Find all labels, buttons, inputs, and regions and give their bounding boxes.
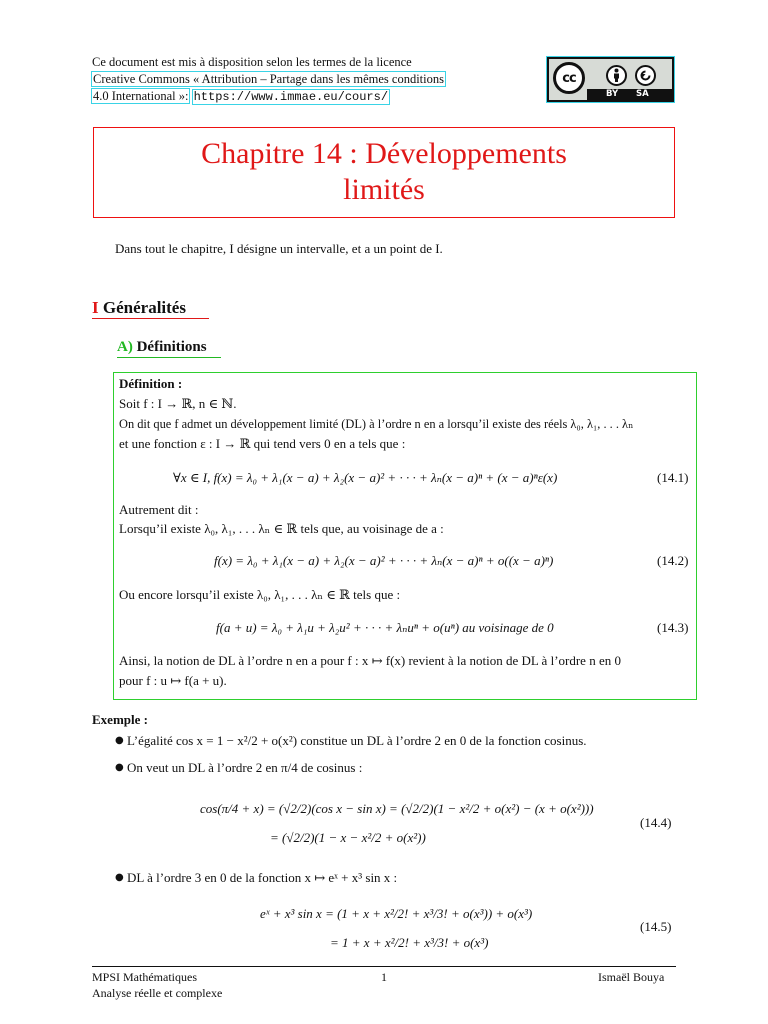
section-number: I bbox=[92, 298, 99, 317]
bullet-icon: ● bbox=[115, 762, 124, 773]
footer-course: MPSI Mathématiques bbox=[92, 970, 197, 984]
intro-text: Dans tout le chapitre, I désigne un intervalle, et a un point de I. bbox=[115, 241, 443, 256]
person-icon bbox=[610, 68, 623, 83]
definition-line-3: et une fonction ε : I → ℝ qui tend vers 0 en a tels que : bbox=[119, 436, 406, 451]
attribution-icon bbox=[606, 65, 627, 86]
equation-14-1: ∀x ∈ I, f(x) = λ₀ + λ₁(x − a) + λ₂(x − a)² + · · · + λₙ(x − a)ⁿ + (x − a)ⁿε(x) bbox=[173, 470, 558, 485]
equation-14-4-line-1: cos(π/4 + x) = (√2/2)(cos x − sin x) = (√2/2)(1 − x²/2 + o(x²) − (x + o(x²))) bbox=[200, 801, 594, 816]
definition-line-7: Ainsi, la notion de DL à l’ordre n en a pour f : x ↦ f(x) revient à la notion de DL à l’ordre n en 0 bbox=[119, 653, 621, 668]
course-url-link[interactable]: https://www.immae.eu/cours/ bbox=[193, 90, 389, 104]
badge-sa-label: SA bbox=[636, 89, 649, 99]
example-bullet-3: DL à l’ordre 3 en 0 de la fonction x ↦ eˣ + x³ sin x : bbox=[127, 870, 398, 885]
equation-14-5-line-2: = 1 + x + x²/2! + x³/3! + o(x³) bbox=[330, 935, 489, 950]
cc-by-sa-badge[interactable] bbox=[547, 57, 674, 102]
bullet-icon: ● bbox=[115, 735, 124, 746]
share-alike-icon bbox=[635, 65, 656, 86]
equation-14-2: f(x) = λ₀ + λ₁(x − a) + λ₂(x − a)² + · · · + λₙ(x − a)ⁿ + o((x − a)ⁿ) bbox=[214, 553, 554, 568]
equation-number-14-1: (14.1) bbox=[657, 470, 689, 485]
chapter-title-line-2: limités bbox=[343, 173, 425, 206]
definition-heading: Définition : bbox=[119, 376, 183, 391]
example-heading: Exemple : bbox=[92, 712, 148, 727]
definition-line-1: Soit f : I → ℝ, n ∈ ℕ. bbox=[119, 396, 237, 411]
footer-author: Ismaël Bouya bbox=[598, 970, 665, 984]
equation-number-14-3: (14.3) bbox=[657, 620, 689, 635]
license-line-2[interactable] bbox=[92, 71, 445, 88]
badge-bar bbox=[587, 89, 672, 100]
badge-by-label: BY bbox=[606, 89, 619, 99]
page-number: 1 bbox=[381, 970, 387, 984]
definition-line-2: On dit que f admet un développement limité (DL) à l’ordre n en a lorsqu’il existe des réels λ₀, λ₁, . . . λₙ bbox=[119, 417, 634, 431]
footer-subject: Analyse réelle et complexe bbox=[92, 986, 223, 1000]
license-line-3 bbox=[92, 88, 389, 106]
subsection-underline bbox=[117, 357, 221, 358]
equation-14-3: f(a + u) = λ₀ + λ₁u + λ₂u² + · · · + λₙuⁿ + o(uⁿ) au voisinage de 0 bbox=[216, 620, 554, 635]
license-link[interactable]: Creative Commons « Attribution – Partage dans les mêmes conditions bbox=[93, 72, 444, 86]
definition-line-5: Lorsqu’il existe λ₀, λ₁, . . . λₙ ∈ ℝ tels que, au voisinage de a : bbox=[119, 521, 444, 536]
definition-line-6: Ou encore lorsqu’il existe λ₀, λ₁, . . . λₙ ∈ ℝ tels que : bbox=[119, 587, 401, 602]
subsection-title: Définitions bbox=[136, 339, 207, 355]
example-bullet-1: L’égalité cos x = 1 − x²/2 + o(x²) constitue un DL à l’ordre 2 en 0 de la fonction cosinus. bbox=[127, 733, 587, 748]
chapter-title-box bbox=[93, 127, 675, 218]
definition-line-4: Autrement dit : bbox=[119, 502, 199, 517]
cc-icon bbox=[553, 62, 585, 94]
equation-number-14-5: (14.5) bbox=[640, 919, 672, 934]
equation-14-5-line-1: eˣ + x³ sin x = (1 + x + x²/2! + x³/3! + o(x³)) + o(x³) bbox=[260, 906, 533, 921]
chapter-title-line-1: Chapitre 14 : Développements bbox=[201, 137, 567, 170]
bullet-icon: ● bbox=[115, 872, 124, 883]
equation-number-14-4: (14.4) bbox=[640, 815, 672, 830]
example-bullet-2: On veut un DL à l’ordre 2 en π/4 de cosinus : bbox=[127, 760, 363, 775]
section-heading bbox=[92, 298, 186, 318]
subsection-number: A) bbox=[117, 339, 133, 355]
equation-14-4-line-2: = (√2/2)(1 − x − x²/2 + o(x²)) bbox=[270, 830, 426, 845]
license-line-1: Ce document est mis à disposition selon les termes de la licence bbox=[92, 55, 412, 69]
definition-line-8: pour f : u ↦ f(a + u). bbox=[119, 673, 227, 688]
section-underline bbox=[92, 318, 209, 319]
subsection-heading bbox=[117, 339, 207, 356]
license-link-end[interactable]: 4.0 International »: bbox=[93, 89, 189, 103]
cc-icon-label: cc bbox=[562, 70, 576, 86]
equation-number-14-2: (14.2) bbox=[657, 553, 689, 568]
footer-rule bbox=[92, 966, 676, 967]
section-title: Généralités bbox=[102, 298, 186, 317]
circular-arrow-icon bbox=[639, 69, 652, 82]
